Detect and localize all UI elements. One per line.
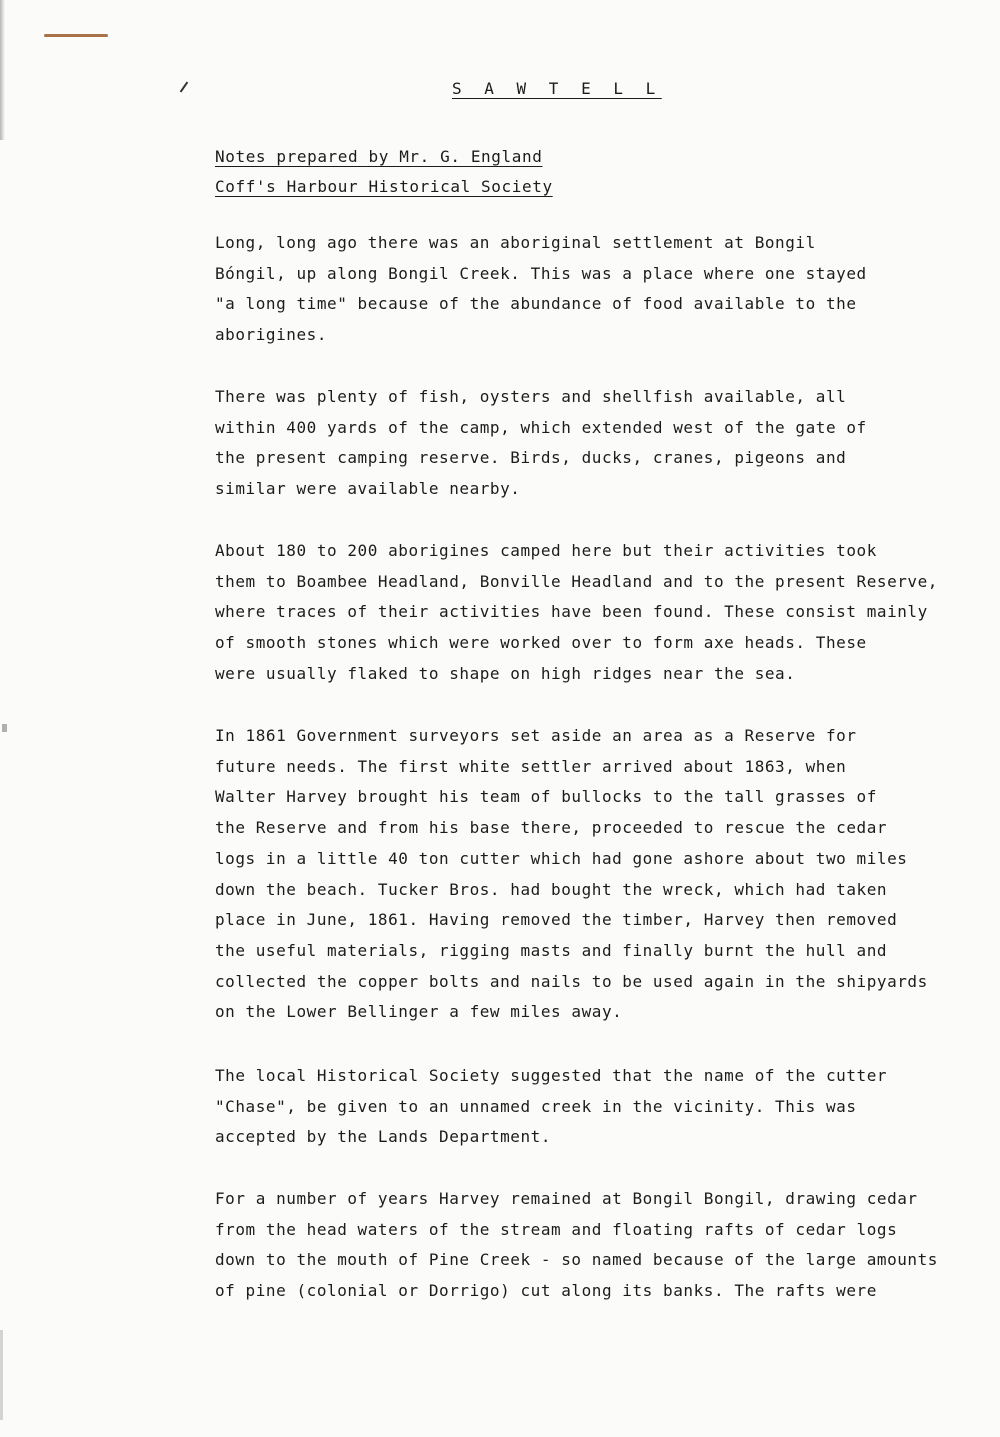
text-line: place in June, 1861. Having removed the timber, Harvey then removed — [215, 910, 898, 930]
text-line: of smooth stones which were worked over to form axe heads. These — [215, 633, 867, 653]
text-line: Bóngil, up along Bongil Creek. This was a place where one stayed — [215, 263, 867, 283]
paragraph-3 — [215, 536, 955, 690]
text-line: future needs. The first white settler arrived about 1863, when — [215, 756, 847, 776]
text-line: logs in a little 40 ton cutter which had gone ashore about two miles — [215, 848, 908, 868]
text-line: accepted by the Lands Department. — [215, 1127, 552, 1147]
text-line: Long, long ago there was an aboriginal settlement at Bongil — [215, 233, 816, 252]
text-line: the present camping reserve. Birds, ducks, cranes, pigeons and — [215, 448, 847, 468]
text-line: similar were available nearby. — [215, 479, 521, 499]
text-line: In 1861 Government surveyors set aside an area as a Reserve for — [215, 726, 857, 745]
paragraph-6 — [215, 1184, 955, 1307]
text-line: "Chase", be given to an unnamed creek in the vicinity. This was — [215, 1096, 857, 1116]
text-line: them to Boambee Headland, Bonville Headland and to the present Reserve, — [215, 571, 938, 591]
text-line: of pine (colonial or Dorrigo) cut along its banks. The rafts were — [215, 1281, 877, 1301]
paragraph-2 — [215, 382, 955, 505]
scan-edge-shadow-lower — [0, 1330, 3, 1420]
text-line: For a number of years Harvey remained at Bongil Bongil, drawing cedar — [215, 1189, 918, 1208]
document-title: S A W T E L L — [452, 79, 662, 98]
text-line: "a long time" because of the abundance of food available to the — [215, 294, 857, 314]
text-line: from the head waters of the stream and floating rafts of cedar logs — [215, 1219, 898, 1239]
paragraph-1 — [215, 228, 955, 351]
text-line: aborigines. — [215, 325, 328, 345]
text-line: down the beach. Tucker Bros. had bought the wreck, which had taken — [215, 879, 888, 899]
staple-rust-mark — [44, 34, 108, 37]
byline-author: Notes prepared by Mr. G. England — [215, 147, 543, 166]
text-line: the Reserve and from his base there, proceeded to rescue the cedar — [215, 818, 888, 838]
scan-speck — [2, 724, 7, 732]
pen-tick-mark — [180, 82, 189, 93]
byline-society: Coff's Harbour Historical Society — [215, 177, 553, 196]
text-line: collected the copper bolts and nails to be used again in the shipyards — [215, 971, 928, 991]
text-line: About 180 to 200 aborigines camped here but their activities took — [215, 541, 877, 560]
text-line: Walter Harvey brought his team of bullocks to the tall grasses of — [215, 787, 877, 807]
text-line: within 400 yards of the camp, which extended west of the gate of — [215, 417, 867, 437]
text-line: on the Lower Bellinger a few miles away. — [215, 1002, 623, 1022]
text-line: where traces of their activities have been found. These consist mainly — [215, 602, 928, 622]
text-line: were usually flaked to shape on high ridges near the sea. — [215, 663, 796, 683]
scan-edge-shadow — [0, 0, 5, 140]
paragraph-5 — [215, 1061, 955, 1153]
text-line: The local Historical Society suggested that the name of the cutter — [215, 1066, 888, 1085]
text-line: There was plenty of fish, oysters and shellfish available, all — [215, 387, 847, 406]
text-line: the useful materials, rigging masts and finally burnt the hull and — [215, 940, 888, 960]
paragraph-4 — [215, 721, 955, 1028]
text-line: down to the mouth of Pine Creek - so named because of the large amounts — [215, 1250, 938, 1270]
byline — [215, 142, 553, 202]
